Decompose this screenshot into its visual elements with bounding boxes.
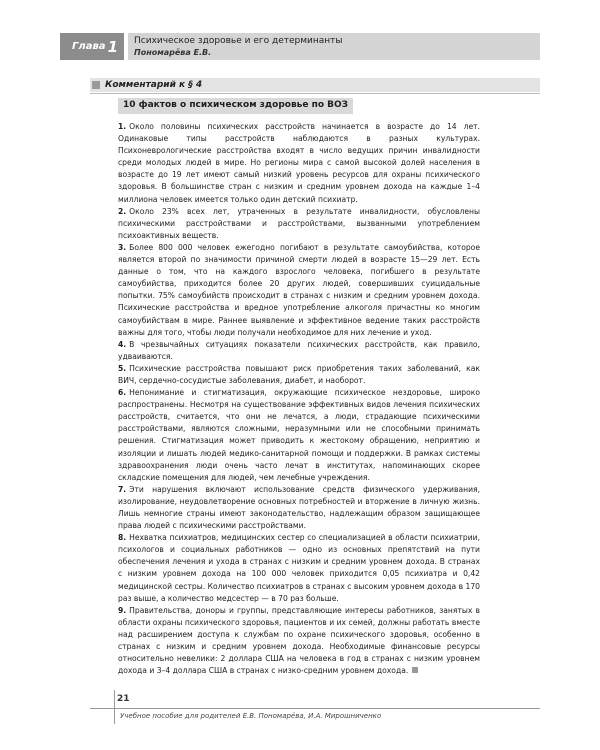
fact-number: 1. bbox=[118, 122, 127, 131]
fact-text: Непонимание и стигматизация, окружающие психическое нездоровье, широко распространены. Несмотря на существование эффективных видов лечения психических расстройств, считается, что они не лечатся, а люди, страдающие психическими расстройствами, являются сложными, неразумными или не способными принимать решения. Стигматизация может приводить к жестокому обращению, неприятию и изоляции и лишать людей медико-санитарной помощи и поддержки. В рамках системы здравоохранения люди очень часто лечат в институтах, напоминающих скорее складские помещения для людей, чем лечебные учреждения. bbox=[118, 388, 480, 482]
chapter-tab bbox=[60, 33, 124, 60]
fact-text: Около 23% всех лет, утраченных в результате инвалидности, обусловлены психическими расстройствами и расстройствами, вызванными употреблением психоактивных веществ. bbox=[118, 206, 480, 240]
fact-number: 3. bbox=[118, 242, 127, 252]
comment-heading-text: Комментарий к § 4 bbox=[105, 80, 203, 90]
divider bbox=[90, 93, 540, 94]
running-header-title: Психическое здоровье и его детерминанты bbox=[134, 36, 343, 46]
box-title: 10 фактов о психическом здоровье по ВОЗ bbox=[118, 98, 353, 114]
fact-text: В чрезвычайных ситуациях показатели психических расстройств, как правило, удваиваются. bbox=[118, 339, 480, 361]
fact-item bbox=[118, 363, 480, 387]
fact-item bbox=[118, 387, 480, 484]
footer-rule bbox=[90, 708, 540, 709]
square-bullet-icon bbox=[92, 81, 100, 89]
fact-number: 2. bbox=[118, 206, 127, 216]
fact-number: 7. bbox=[118, 484, 127, 494]
footer-text: Учебное пособие для родителей Е.В. Пономарёва, И.А. Мирошниченко bbox=[120, 712, 382, 720]
running-header-author: Пономарёва Е.В. bbox=[134, 48, 212, 57]
chapter-label: Глава bbox=[72, 41, 106, 52]
comment-heading bbox=[90, 78, 540, 92]
fact-text: Правительства, доноры и группы, представляющие интересы работников, занятых в области охраны психического здоровья, пациентов и их семей, должны работать вместе над расширением доступа к службам по охране психического здоровья, особенно в странах с низким и средним уровнем дохода. Необходимые финансовые ресурсы относительно невелики: 2 доллара США на человека в год в странах с низким уровнем дохода и 3–4 доллара США в странах с низко-средним уровнем дохода. bbox=[118, 605, 480, 676]
page-number: 21 bbox=[117, 694, 130, 704]
fact-text: Психические расстройства повышают риск приобретения таких заболеваний, как ВИЧ, сердечно-сосудистые заболевания, диабет, и наоборот. bbox=[118, 363, 480, 385]
running-header bbox=[128, 33, 540, 60]
fact-item bbox=[118, 484, 480, 532]
fact-item bbox=[118, 206, 480, 242]
fact-text: Нехватка психиатров, медицинских сестер со специализацией в области психиатрии, психологов и социальных работников — одно из основных препятствий на пути обеспечения лечения и ухода в странах с низким и средним уровнем дохода. В странах с низким уровнем дохода на 100 000 человек приходится 0,05 психиатра и 0,42 медицинской сестры. Количество психиатров в странах с высоким уровнем дохода в 170 раз выше, а количество медсестер — в 70 раз больше. bbox=[118, 533, 480, 603]
fact-number: 9. bbox=[118, 605, 127, 615]
facts-list bbox=[118, 121, 480, 677]
footer-vertical-rule bbox=[114, 690, 115, 724]
fact-item bbox=[118, 605, 480, 678]
fact-item bbox=[118, 339, 480, 363]
fact-text: Около половины психических расстройств начинается в возрасте до 14 лет. Одинаковые типы расстройств наблюдаются в разных культурах. Психоневрологические расстройства входят в число ведущих причин инвалидности среди молодых людей в мире. Но регионы мира с самой высокой долей населения в возрасте до 19 лет имеют самый низкий уровень ресурсов для охраны психического здоровья. В большинстве стран с низким и средним уровнем дохода на каждые 1–4 миллиона человек имеется только один детский психиатр. bbox=[118, 122, 480, 204]
fact-text: Эти нарушения включают использование средств физического удерживания, изолирование, неудовлетворение основных потребностей и вторжение в личную жизнь. Лишь немногие страны имеют законодательство, надлежащим образом защищающее права людей с психическими расстройствами. bbox=[118, 484, 480, 531]
fact-number: 5. bbox=[118, 363, 127, 373]
fact-item bbox=[118, 242, 480, 339]
fact-number: 8. bbox=[118, 533, 127, 543]
fact-number: 4. bbox=[118, 339, 127, 349]
fact-number: 6. bbox=[118, 388, 127, 398]
fact-item bbox=[118, 532, 480, 605]
fact-text: Более 800 000 человек ежегодно погибают в результате самоубийства, которое является второй по значимости причиной смерти людей в возрасте 15—29 лет. Есть данные о том, что на каждого взрослого человека, погибшего в результате самоубийства, приходится более 20 других людей, совершивших суицидальные попытки. 75% самоубийств происходит в странах с низким и средним уровнем дохода. Психические расстройства и вредное употребление алкоголя причастны ко многим самоубийствам в мире. Раннее выявление и эффективное ведение таких расстройств важны для того, чтобы люди получали необходимое для них лечение и уход. bbox=[118, 242, 480, 337]
fact-item bbox=[118, 121, 480, 206]
end-square-icon bbox=[412, 667, 418, 673]
chapter-number: 1 bbox=[107, 37, 118, 56]
